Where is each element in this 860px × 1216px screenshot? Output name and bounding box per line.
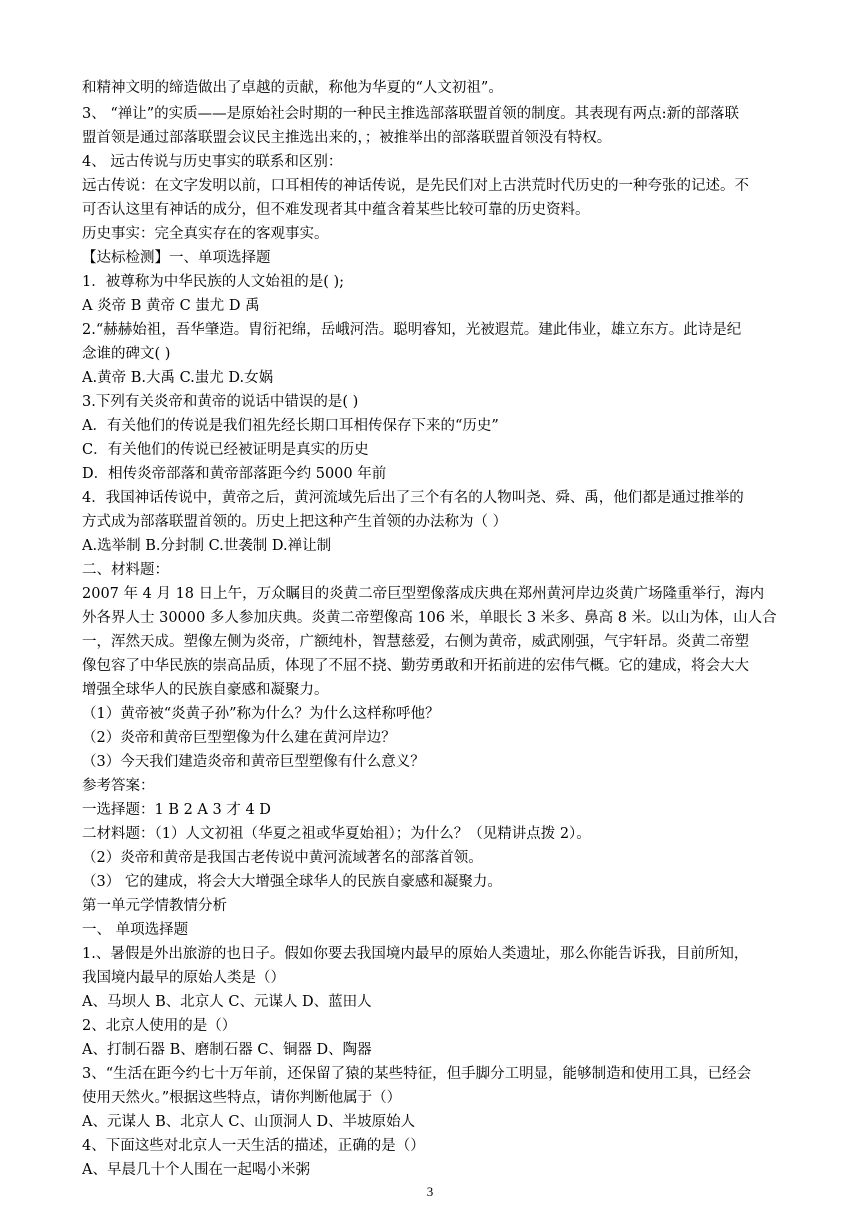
- question-options: A 炎帝 B 黄帝 C 蚩尤 D 禹: [82, 298, 260, 314]
- question: 4．我国神话传说中，黄帝之后，黄河流域先后出了三个有名的人物叫尧、舜、禹，他们都是通过推举的: [82, 490, 744, 506]
- question: （2）炎帝和黄帝巨型塑像为什么建在黄河岸边？: [82, 730, 396, 746]
- question-option: C．有关他们的传说已经被证明是真实的历史: [82, 442, 369, 458]
- question: 3、“生活在距今约七十万年前，还保留了猿的某些特征，但手脚分工明显，能够制造和使用工具，已经会: [82, 1066, 752, 1082]
- question: 2、北京人使用的是（）: [82, 1018, 237, 1034]
- question: 方式成为部落联盟首领的。历史上把这种产生首领的办法称为（ ）: [82, 514, 508, 530]
- question: 念谁的碑文( ): [82, 346, 171, 362]
- question: （3）今天我们建造炎帝和黄帝巨型塑像有什么意义？: [82, 754, 425, 770]
- question-options: A、打制石器 B、磨制石器 C、铜器 D、陶器: [82, 1042, 372, 1058]
- question-options: A、马坝人 B、北京人 C、元谋人 D、蓝田人: [82, 994, 372, 1010]
- text-line: 4、 远古传说与历史事实的联系和区别：: [82, 154, 343, 170]
- text-line: 和精神文明的缔造做出了卓越的贡献，称他为华夏的“人文初祖”。: [82, 80, 503, 96]
- question: 4、下面这些对北京人一天生活的描述，正确的是（）: [82, 1138, 425, 1154]
- answer-line: （2）炎帝和黄帝是我国古老传说中黄河流域著名的部落首领。: [82, 850, 483, 866]
- text-line: 增强全球华人的民族自豪感和凝聚力。: [82, 682, 329, 698]
- question: 2.“赫赫始祖，吾华肇造。胄衍祀绵，岳峨河浩。聪明睿知，光被遐荒。建此伟业，雄立东方。此诗是纪: [82, 322, 742, 338]
- question: 我国境内最早的原始人类是（）: [82, 970, 285, 986]
- question-options: A、元谋人 B、北京人 C、山顶洞人 D、半坡原始人: [82, 1114, 416, 1130]
- text-line: 3、 “禅让”的实质——是原始社会时期的一种民主推选部落联盟首领的制度。其表现有两点:新的部落联: [82, 106, 740, 122]
- text-line: 像包容了中华民族的崇高品质，体现了不屈不挠、勤劳勇敢和开拓前进的宏伟气概。它的建成，将会大大: [82, 658, 749, 674]
- answer-line: （3） 它的建成，将会大大增强全球华人的民族自豪感和凝聚力。: [82, 874, 502, 890]
- question: （1）黄帝被“炎黄子孙”称为什么？为什么这样称呼他？: [82, 706, 440, 722]
- question: 1.、暑假是外出旅游的也日子。假如你要去我国境内最早的原始人类遗址，那么你能告诉我，目前所知，: [82, 946, 749, 962]
- question-options: A.选举制 B.分封制 C.世袭制 D.禅让制: [82, 538, 332, 554]
- answer-line: 二材料题：（1）人文初祖（华夏之祖或华夏始祖）；为什么？（见精讲点拨 2）。: [82, 826, 591, 842]
- text-line: 历史事实：完全真实存在的客观事实。: [82, 226, 329, 242]
- answer-line: 一选择题：1 B 2 A 3 才 4 D: [82, 802, 271, 818]
- section-heading: 二、材料题：: [82, 562, 169, 578]
- question-options: A.黄帝 B.大禹 C.蚩尤 D.女娲: [82, 370, 274, 386]
- question: 使用天然火。”根据这些特点，请你判断他属于（）: [82, 1090, 402, 1106]
- page-number: 3: [426, 1184, 434, 1199]
- section-heading: 一、 单项选择题: [82, 922, 189, 938]
- section-heading: 【达标检测】一、单项选择题: [82, 250, 271, 266]
- text-line: 盟首领是通过部落联盟会议民主推选出来的，；被推举出的部落联盟首领没有特权。: [82, 130, 612, 146]
- question-option: A．有关他们的传说是我们祖先经长期口耳相传保存下来的“历史”: [82, 418, 499, 434]
- text-line: 一，浑然天成。塑像左侧为炎帝，广额纯朴，智慧慈爱，右侧为黄帝，威武刚强，气宇轩昂。炎黄二帝塑: [82, 634, 749, 650]
- question-option: A、早晨几十个人围在一起喝小米粥: [82, 1162, 310, 1178]
- text-line: 可否认这里有神话的成分，但不难发现者其中蕴含着某些比较可靠的历史资料。: [82, 202, 590, 218]
- text-line: 外各界人士 30000 多人参加庆典。炎黄二帝塑像高 106 米，单眼长 3 米多、鼻高 8 米。以山为体，山人合: [82, 610, 777, 626]
- text-line: 远古传说：在文字发明以前，口耳相传的神话传说，是先民们对上古洪荒时代历史的一种夸张的记述。不: [82, 178, 749, 194]
- question-option: D．相传炎帝部落和黄帝部落距今约 5000 年前: [82, 466, 387, 482]
- section-heading: 第一单元学情教情分析: [82, 898, 227, 914]
- section-heading: 参考答案：: [82, 778, 155, 794]
- text-line: 2007 年 4 月 18 日上午，万众瞩目的炎黄二帝巨型塑像落成庆典在郑州黄河岸边炎黄广场隆重举行，海内: [82, 586, 765, 602]
- question: 1．被尊称为中华民族的人文始祖的是( );: [82, 274, 345, 290]
- question: 3.下列有关炎帝和黄帝的说话中错误的是( ): [82, 394, 359, 410]
